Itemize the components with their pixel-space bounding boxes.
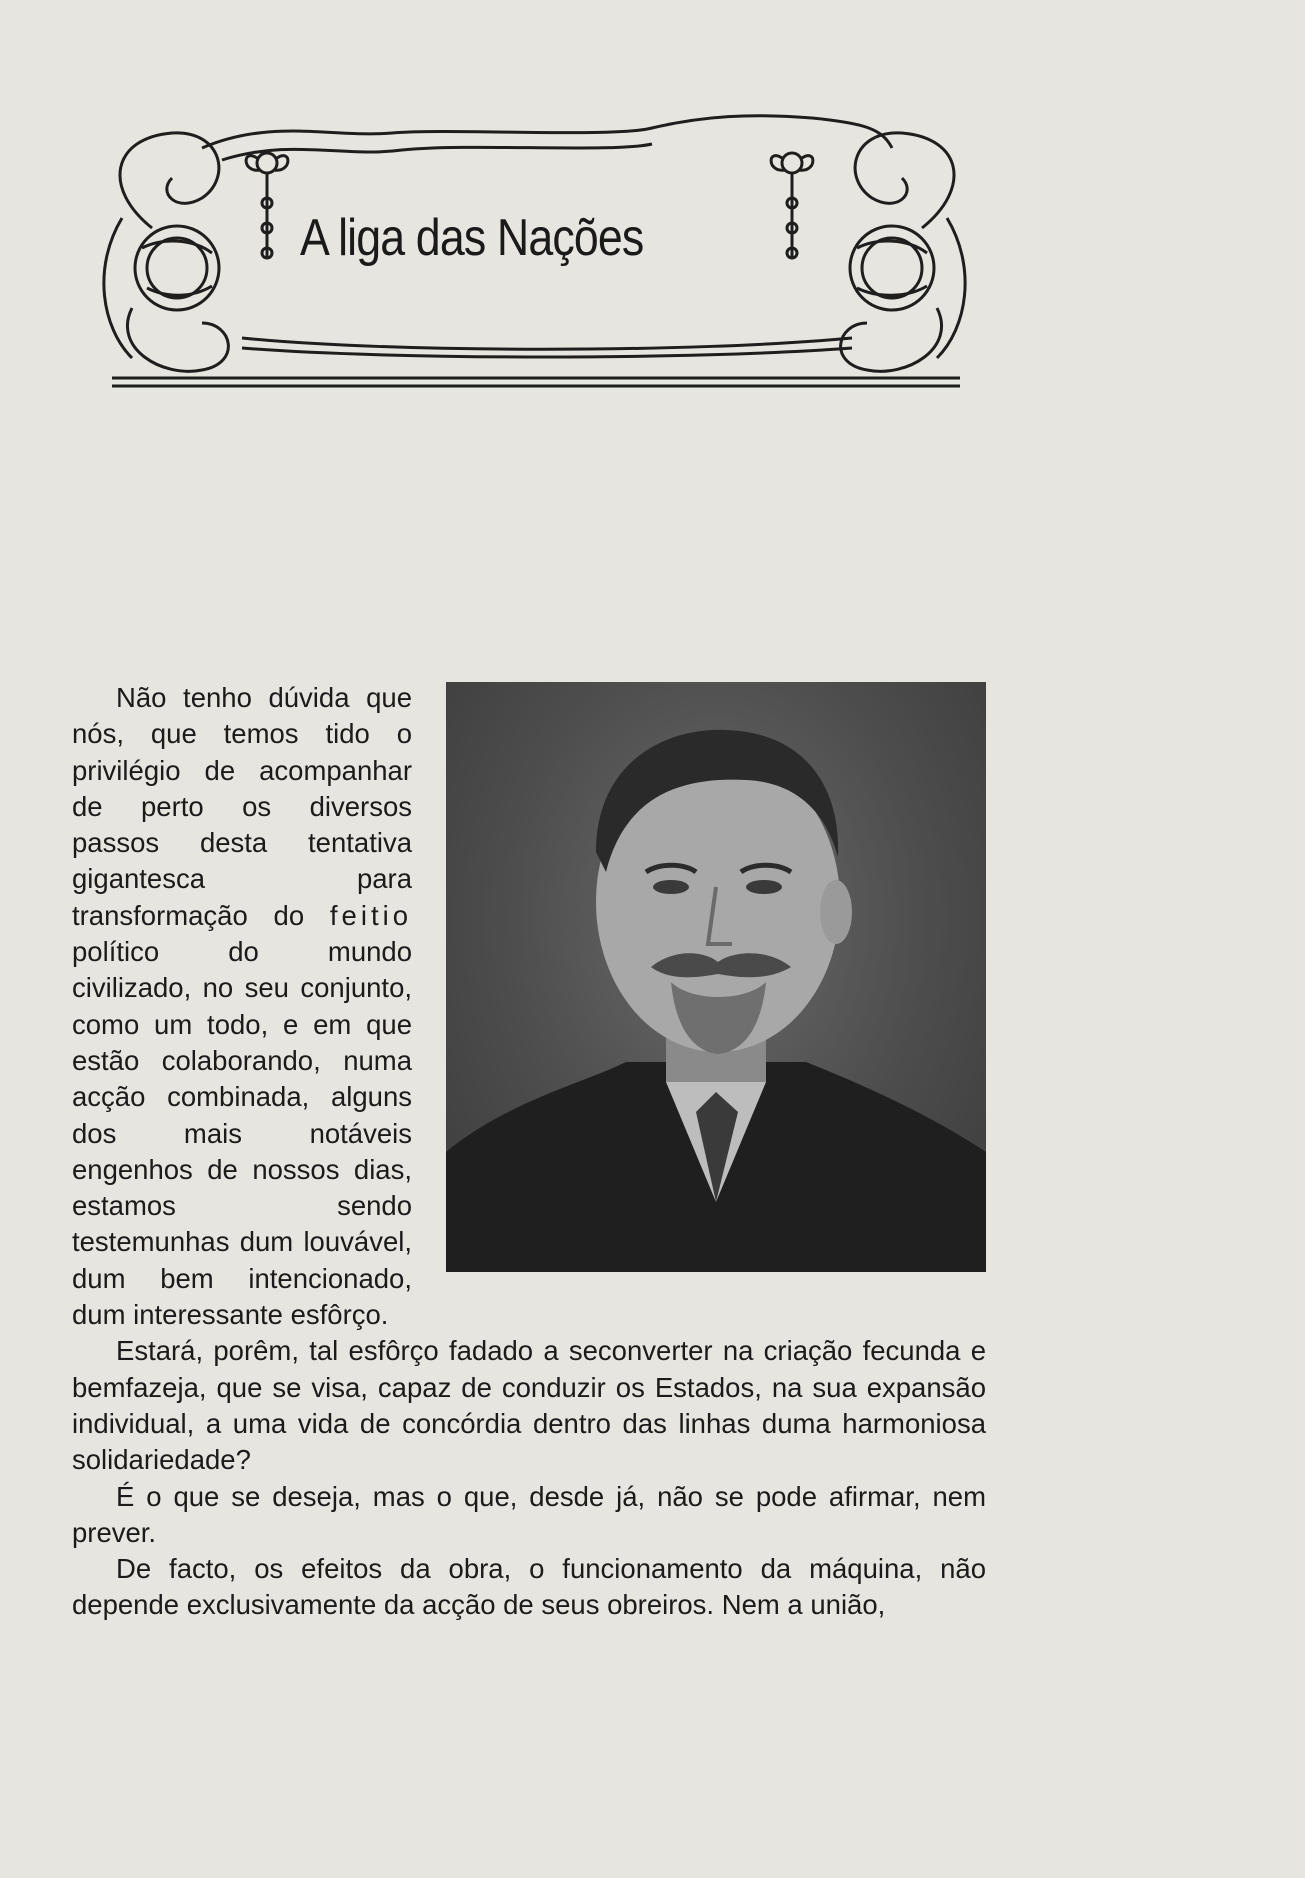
paragraph-4: De facto, os efeitos da obra, o funcionamento da máquina, não depende exclusivamente da acção de seus obreiros. Nem a união, <box>72 1553 986 1621</box>
emphasis-word: feitio <box>329 899 412 931</box>
paragraph-2: Estará, porêm, tal esfôrço fadado a seconverter na criação fecunda e bemfazeja, que se visa, capaz de conduzir os Estados, na sua expansão individual, a uma vida de concórdia dentro das linhas duma harmoniosa solidariedade? <box>72 1335 986 1476</box>
ornamental-header <box>92 108 980 398</box>
article-body <box>72 680 986 1624</box>
paragraph-3: É o que se deseja, mas o que, desde já, não se pode afirmar, nem prever. <box>72 1480 986 1548</box>
portrait-photo <box>446 682 986 1272</box>
portrait-icon <box>446 682 986 1272</box>
article-title: A liga das Nações <box>300 209 644 267</box>
paragraph-1-text-after: político do mundo civilizado, no seu conjunto, como um todo, e em que estão colaborando, numa acção combinada, alguns dos mais notáveis engenhos de nossos dias, estamos sendo testemunhas dum louvável, dum bem intencionado, dum interessante esfôrço. <box>72 936 412 1331</box>
paragraph-1-text-before: Não tenho dúvida que nós, que temos tido o privilégio de acompanhar de perto os diversos passos desta tentativa gigantesca para transformação do <box>72 682 412 931</box>
